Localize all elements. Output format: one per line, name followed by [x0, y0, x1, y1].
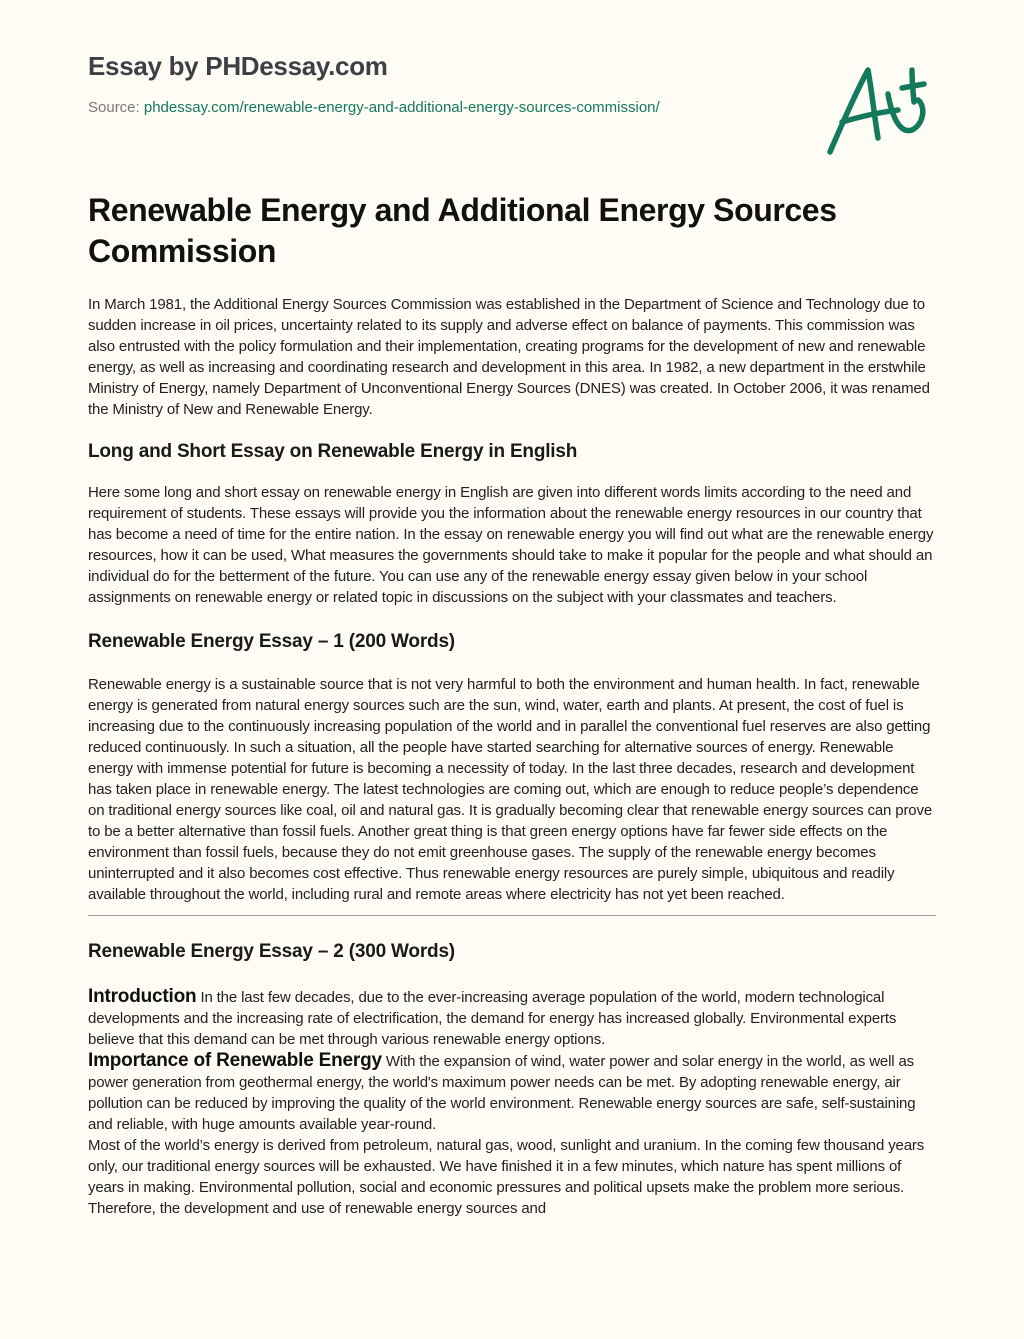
- section-paragraph-essay-1: Renewable energy is a sustainable source that is not very harmful to both the environment and human health. In fact, renewable energy is generated from natural energy sources such are the sun, wind, water, earth and plants. At present, the cost of fuel is increasing due to the continuously increasing population of the world and in parallel the conventional fuel reserves are also getting reduced continuously. In such a situation, all the people have started searching for alternative sources of energy. Renewable energy with immense potential for future is becoming a necessity of today. In the last three decades, research and development has taken place in renewable energy. The latest technologies are coming out, which are enough to reduce people’s dependence on traditional energy sources like coal, oil and natural gas. It is gradually becoming clear that renewable energy sources can prove to be a better alternative than fossil fuels. Another great thing is that green energy options have far fewer side effects on the environment than fossil fuels, because they do not emit greenhouse gases. The supply of the renewable energy becomes uninterrupted and it also becomes cost effective. Thus renewable energy resources are purely simple, ubiquitous and readily available throughout the world, including rural and remote areas where electricity has not yet been reached.: [88, 676, 933, 903]
- intro-paragraph: In March 1981, the Additional Energy Sources Commission was established in the Department of Science and Technology due to sudden increase in oil prices, uncertainty related to its supply and adverse effect on balance of payments. This commission was also entrusted with the policy formulation and their implementation, creating programs for the development of new and renewable energy, as well as increasing and coordinating research and development in this area. In 1982, a new department in the erstwhile Ministry of Energy, namely Department of Unconventional Energy Sources (DNES) was created. In October 2006, it was renamed the Ministry of New and Renewable Energy.: [88, 296, 930, 418]
- inline-heading-introduction: Introduction: [88, 986, 197, 1007]
- source-link[interactable]: phdessay.com/renewable-energy-and-additional-energy-sources-commission/: [143, 99, 660, 116]
- page-title: Renewable Energy and Additional Energy Sources Commission: [88, 192, 837, 269]
- source-line: [88, 98, 808, 118]
- essay-2-trailing-paragraph: Most of the world’s energy is derived from petroleum, natural gas, wood, sunlight and uranium. In the coming few thousand years only, our traditional energy sources will be exhausted. We have finished it in a few minutes, which nature has spent millions of years in making. Environmental pollution, social and economic pressures and political upsets make the problem more serious. Therefore, the development and use of renewable energy sources and: [88, 1137, 925, 1217]
- inline-heading-importance: Importance of Renewable Energy: [88, 1050, 382, 1071]
- site-title: Essay by PHDessay.com: [88, 51, 388, 81]
- subsection-importance: [88, 1050, 938, 1135]
- subsection-introduction: [88, 986, 938, 1050]
- subsection-importance-text: With the expansion of wind, water power and solar energy in the world, as well as power generation from geothermal energy, the world's maximum power needs can be met. By adopting renewable energy, air pollution can be reduced by improving the quality of the world environment. Renewable energy sources are safe, self-sustaining and reliable, with huge amounts available year-round.: [88, 1053, 916, 1133]
- a-plus-logo-icon: [822, 62, 932, 162]
- article-content: [88, 190, 938, 1274]
- essay-2-body: [88, 986, 938, 1274]
- section-heading-essay-1: Renewable Energy Essay – 1 (200 Words): [88, 631, 455, 652]
- section-heading-essay-2: Renewable Energy Essay – 2 (300 Words): [88, 941, 455, 962]
- section-paragraph-long-short: Here some long and short essay on renewable energy in English are given into different words limits according to the need and requirement of students. These essays will provide you the information about the renewable energy resources in our country that has become a need of time for the entire nation. In the essay on renewable energy you will find out what are the renewable energy resources, how it can be used, What measures the governments should take to make it popular for the people and what should an individual do for the betterment of the future. You can use any of the renewable energy essay given below in your school assignments on renewable energy or related topic in discussions on the subject with your classmates and teachers.: [88, 484, 934, 606]
- subsection-introduction-text: In the last few decades, due to the ever-increasing average population of the world, modern technological developments and the increasing rate of electrification, the demand for energy has increased globally. Environmental experts believe that this demand can be met through various renewable energy options.: [88, 989, 897, 1048]
- page-header: [88, 48, 808, 118]
- section-divider: [88, 915, 936, 916]
- section-heading-long-short: Long and Short Essay on Renewable Energy in English: [88, 441, 578, 462]
- source-label: Source:: [88, 99, 140, 116]
